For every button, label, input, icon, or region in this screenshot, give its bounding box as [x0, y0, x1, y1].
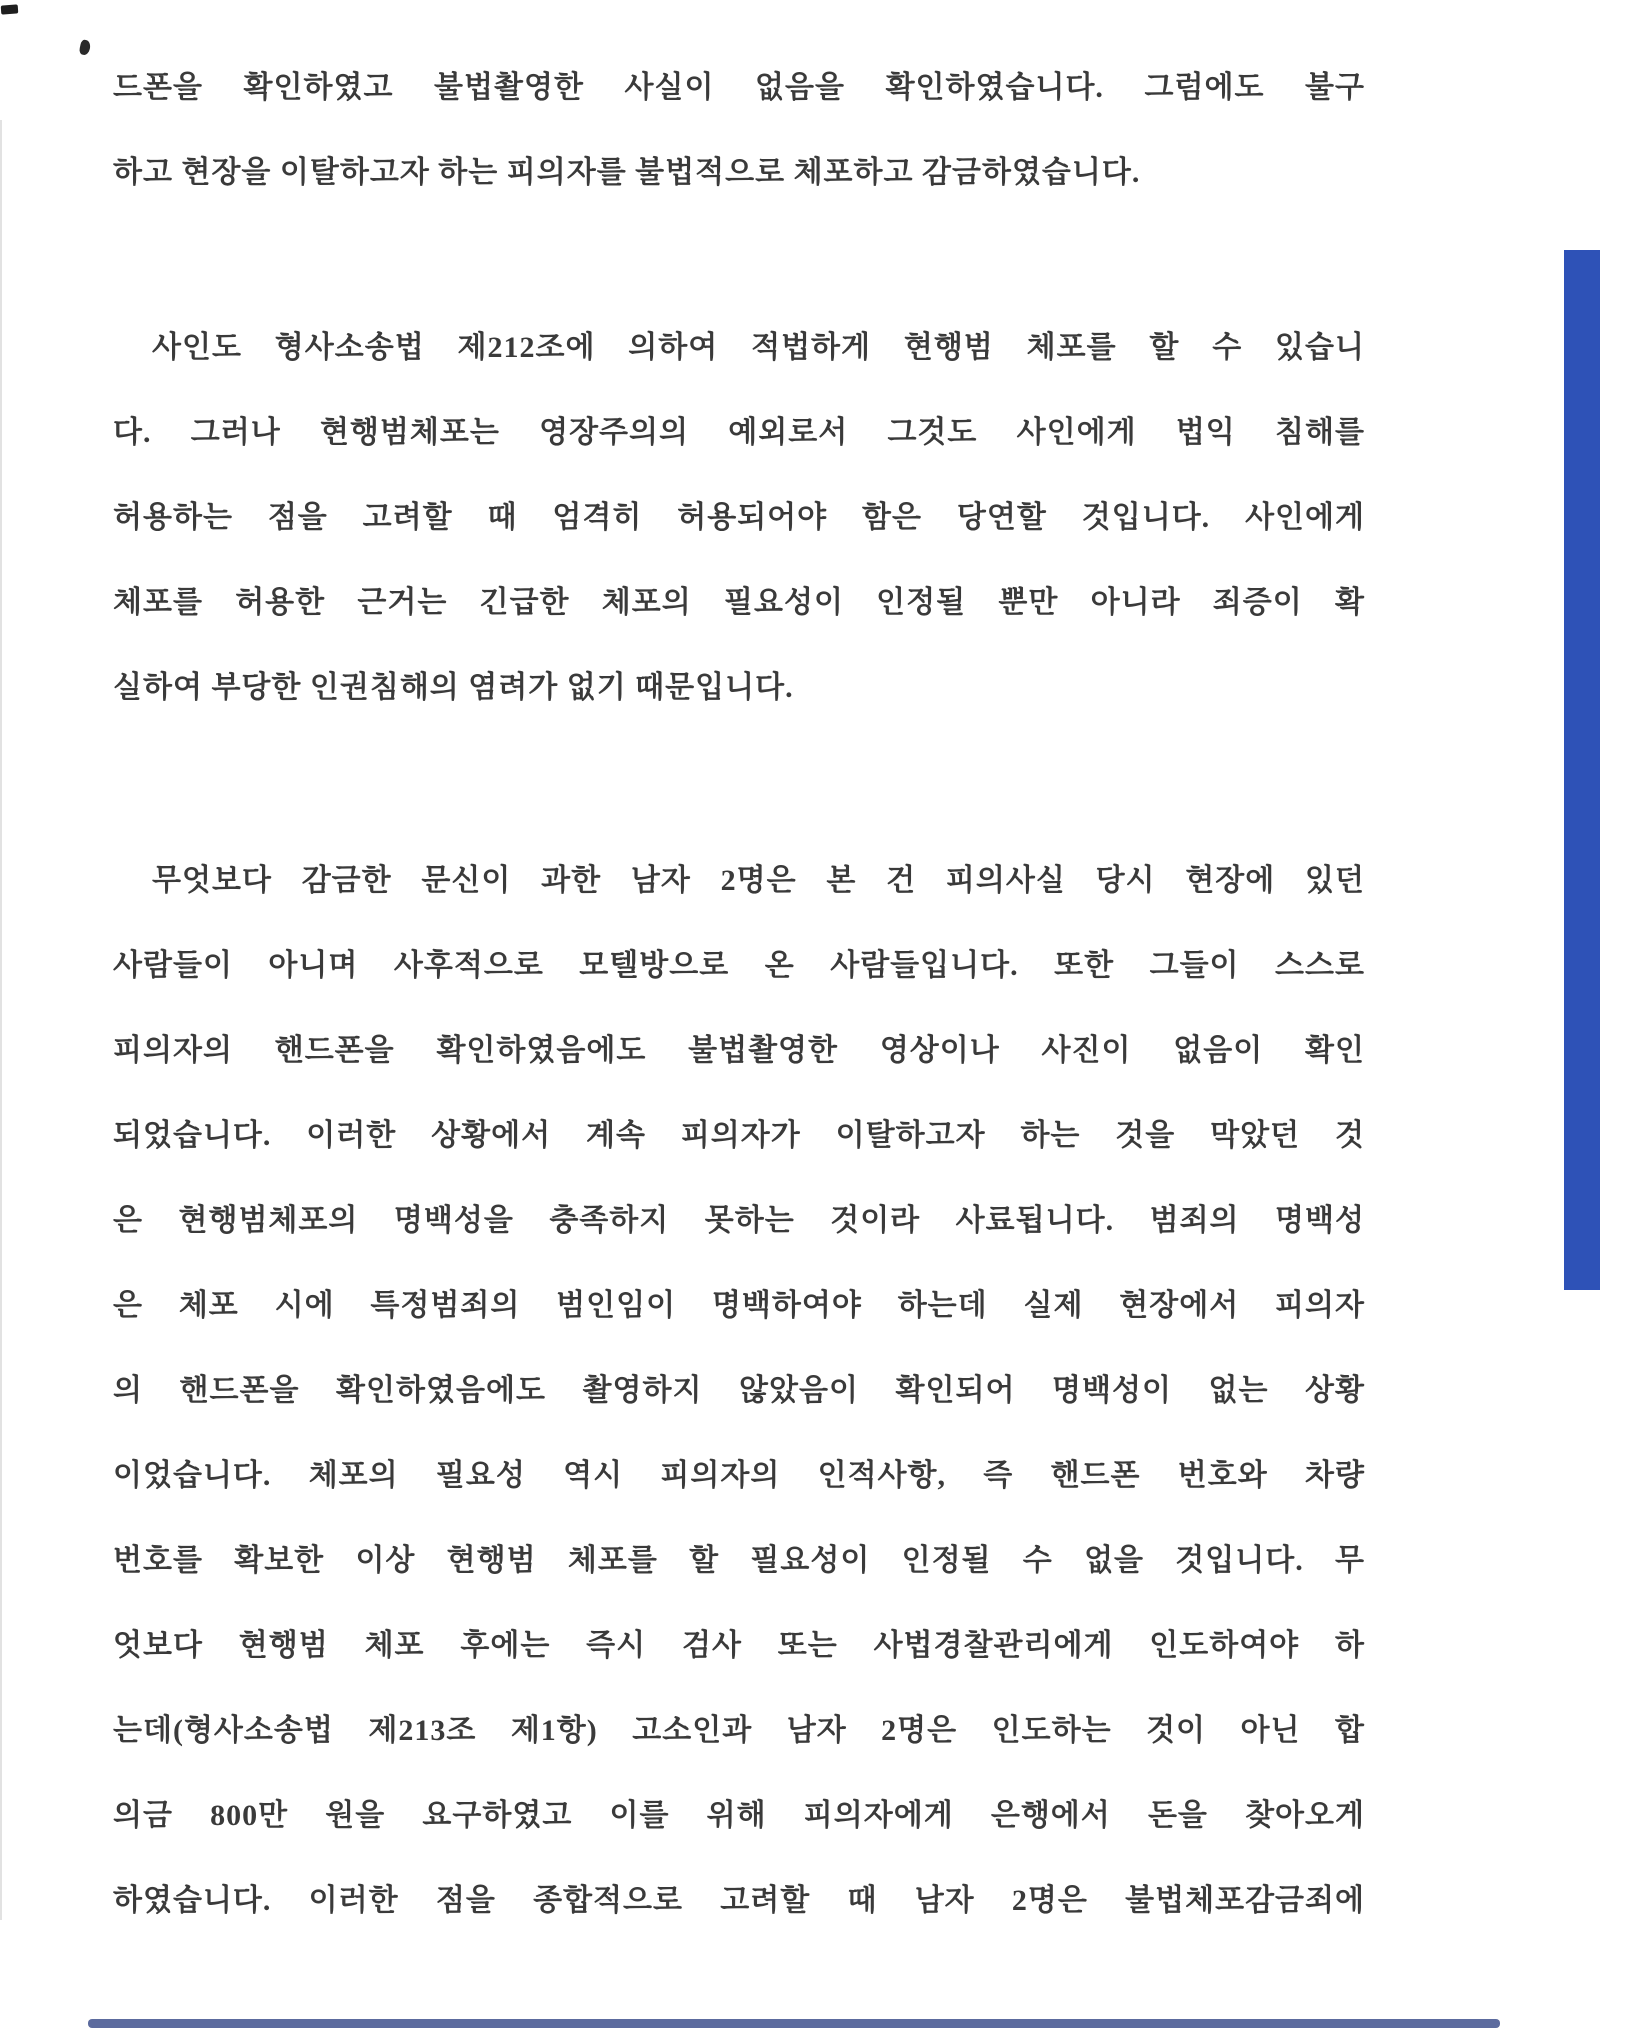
ink-speck: [79, 39, 92, 56]
document-line: 의 핸드폰을 확인하였음에도 촬영하지 않았음이 확인되어 명백성이 없는 상황: [113, 1374, 1365, 1407]
document-line: 되었습니다. 이러한 상황에서 계속 피의자가 이탈하고자 하는 것을 막았던 것: [113, 1119, 1365, 1152]
document-line: 하고 현장을 이탈하고자 하는 피의자를 불법적으로 체포하고 감금하였습니다.: [113, 156, 1141, 189]
document-line: 드폰을 확인하였고 불법촬영한 사실이 없음을 확인하였습니다. 그럼에도 불구: [113, 71, 1365, 104]
document-line: 엇보다 현행범 체포 후에는 즉시 검사 또는 사법경찰관리에게 인도하여야 하: [113, 1629, 1365, 1662]
document-line: 사인도 형사소송법 제212조에 의하여 적법하게 현행범 체포를 할 수 있습니: [152, 331, 1365, 364]
right-blue-strip: [1564, 250, 1600, 1290]
document-line: 은 체포 시에 특정범죄의 범인임이 명백하여야 하는데 실제 현장에서 피의자: [113, 1289, 1365, 1322]
document-line: 피의자의 핸드폰을 확인하였음에도 불법촬영한 영상이나 사진이 없음이 확인: [113, 1034, 1365, 1067]
document-line: 번호를 확보한 이상 현행범 체포를 할 필요성이 인정될 수 없을 것입니다. 무: [113, 1544, 1365, 1577]
document-line: 의금 800만 원을 요구하였고 이를 위해 피의자에게 은행에서 돈을 찾아오게: [113, 1799, 1365, 1832]
document-line: 무엇보다 감금한 문신이 과한 남자 2명은 본 건 피의사실 당시 현장에 있던: [152, 864, 1365, 897]
document-line: 는데(형사소송법 제213조 제1항) 고소인과 남자 2명은 인도하는 것이 아닌 합: [113, 1714, 1365, 1747]
corner-ink-mark: [1, 4, 19, 14]
document-line: 이었습니다. 체포의 필요성 역시 피의자의 인적사항, 즉 핸드폰 번호와 차량: [113, 1459, 1365, 1492]
document-line: 하였습니다. 이러한 점을 종합적으로 고려할 때 남자 2명은 불법체포감금죄에: [113, 1884, 1365, 1917]
paragraph-1: [113, 45, 1365, 215]
document-line: 다. 그러나 현행범체포는 영장주의의 예외로서 그것도 사인에게 법익 침해를: [113, 416, 1365, 449]
document-line: 체포를 허용한 근거는 긴급한 체포의 필요성이 인정될 뿐만 아니라 죄증이 확: [113, 586, 1365, 619]
document-line: 실하여 부당한 인권침해의 염려가 없기 때문입니다.: [113, 671, 794, 704]
document-line: 은 현행범체포의 명백성을 충족하지 못하는 것이라 사료됩니다. 범죄의 명백성: [113, 1204, 1365, 1237]
bottom-blue-rule: [88, 2019, 1500, 2028]
document-line: 허용하는 점을 고려할 때 엄격히 허용되어야 함은 당연할 것입니다. 사인에게: [113, 501, 1365, 534]
document-line: 사람들이 아니며 사후적으로 모텔방으로 온 사람들입니다. 또한 그들이 스스로: [113, 949, 1365, 982]
paragraph-2: [113, 305, 1365, 730]
scan-edge-artifact: [0, 120, 2, 1920]
paragraph-3: [113, 838, 1365, 1943]
